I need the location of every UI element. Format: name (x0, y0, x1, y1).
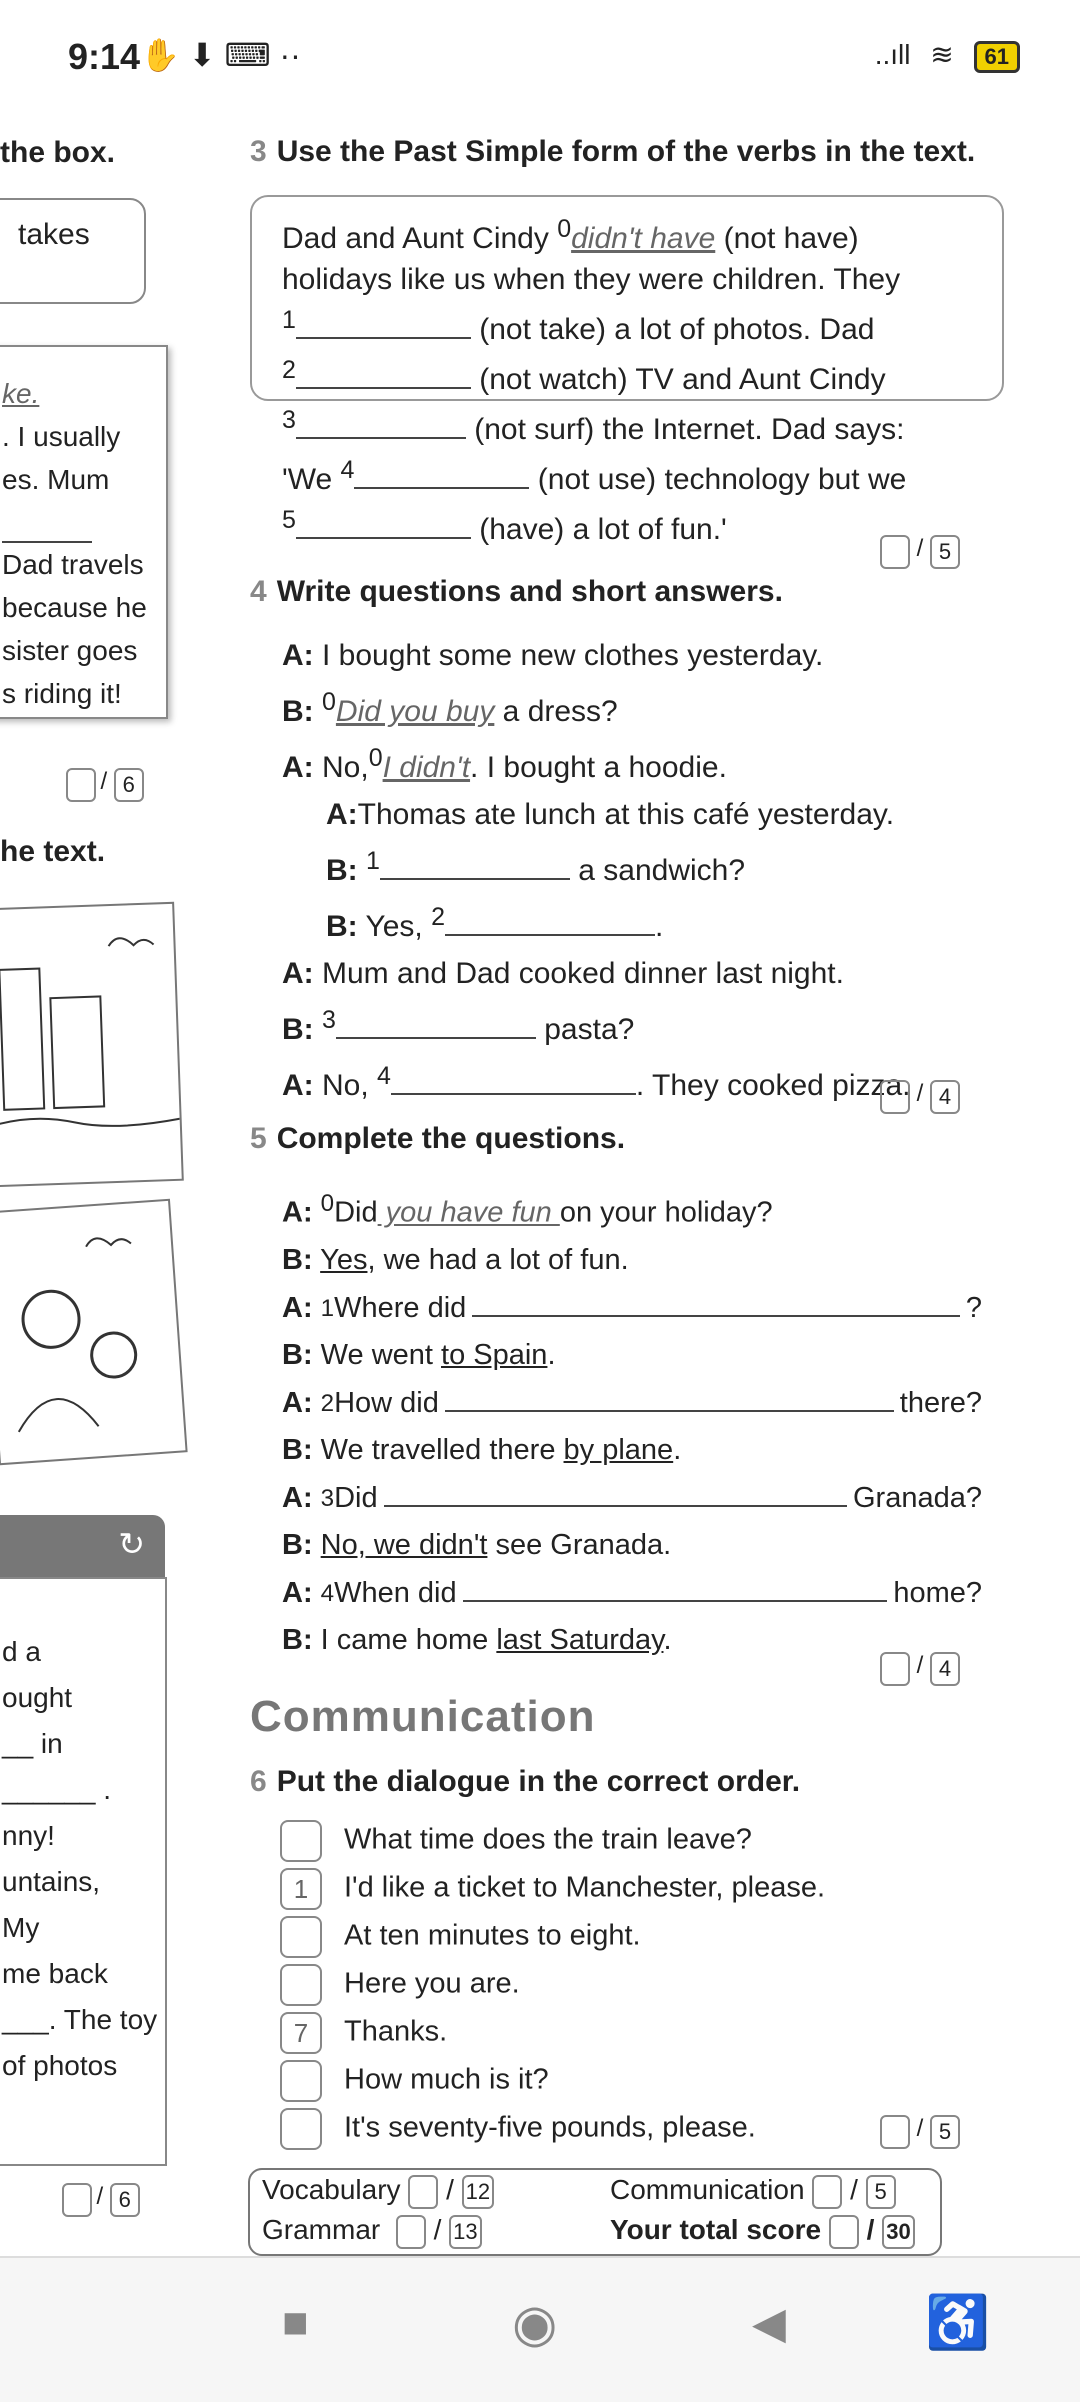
dialogue-line: A: Mum and Dad cooked dinner last night. (282, 957, 844, 990)
left-card-text (2, 372, 147, 715)
refresh-icon[interactable]: ↻ (118, 1526, 145, 1562)
left-text: My (2, 1912, 40, 1943)
home-button[interactable]: ◉ (512, 2295, 558, 2353)
score-input[interactable] (408, 2175, 438, 2209)
grammar-score: Grammar / 13 (262, 2214, 482, 2249)
item-text: At ten minutes to eight. (344, 1919, 641, 1952)
dialogue-line: B: Yes, $^2$ . (326, 903, 664, 943)
exercise-3-text (282, 209, 972, 550)
score-box: / 5 (880, 2115, 960, 2149)
dialogue-line: A:Thomas ate lunch at this café yesterday. (326, 798, 895, 831)
order-box[interactable] (280, 1820, 322, 1862)
people-illustration (0, 1199, 188, 1466)
city-illustration (0, 902, 184, 1187)
dialogue-line: B: $^3$ pasta? (282, 1006, 635, 1046)
notification-icons: ✋ ⬇ ⌨ ·· (140, 37, 301, 73)
answer-blank-2[interactable] (445, 904, 655, 936)
communication-score: Communication / 5 (610, 2174, 896, 2209)
score-max: 4 (930, 1080, 960, 1114)
order-box[interactable] (280, 2060, 322, 2102)
score-box: / 4 (880, 1080, 960, 1114)
order-box[interactable] (280, 2108, 322, 2150)
vocabulary-score: Vocabulary / 12 (262, 2174, 494, 2209)
question-line: A: $^0$Did you have fun on your holiday? (282, 1190, 773, 1229)
recent-apps-button[interactable]: ■ (282, 2298, 309, 2347)
left-text-card (0, 345, 168, 719)
score-input[interactable] (812, 2175, 842, 2209)
item-text: Thanks. (344, 2015, 448, 2048)
left-text: because he (2, 592, 147, 623)
exercise-3-text-box (250, 195, 1004, 546)
text-line: 'We $^4$ (not use) technology but we (282, 456, 907, 496)
item-text: It's seventy-five pounds, please. (344, 2111, 756, 2144)
dialogue-line: B: $^0$Did you buy a dress? (282, 688, 618, 728)
answer-line: B: We travelled there by plane. (282, 1434, 682, 1467)
item-text: Here you are. (344, 1967, 520, 2000)
answer-blank-1[interactable] (380, 848, 570, 880)
dialogue-line: B: $^1$ a sandwich? (326, 847, 746, 887)
answer-blank-4[interactable] (354, 457, 529, 489)
score-input[interactable] (880, 2115, 910, 2149)
wifi-icon: ≋ (930, 39, 954, 70)
left-text: of photos (2, 2050, 118, 2081)
left-text: the box. (0, 136, 116, 169)
list-item (280, 2108, 980, 2156)
word-box (0, 198, 146, 304)
answer-line: B: Yes, we had a lot of fun. (282, 1244, 629, 1277)
score-max: 5 (930, 2115, 960, 2149)
text-line: $^3$ (not surf) the Internet. Dad says: (282, 406, 905, 446)
left-text: sister goes (2, 635, 138, 666)
system-nav-bar (0, 2256, 1080, 2402)
answer-blank-1[interactable] (296, 307, 471, 339)
exercise-5-title (250, 1122, 625, 1156)
exercise-4-dialogue (282, 632, 982, 1109)
list-item (280, 2060, 980, 2108)
accessibility-button[interactable]: ♿ (925, 2294, 990, 2352)
question-line: A: 2 How did there? (282, 1380, 982, 1428)
dialogue-line: A: No,$^0$I didn't. I bought a hoodie. (282, 744, 727, 784)
score-max: 6 (114, 768, 144, 802)
text-line: holidays like us when they were children. They (282, 263, 901, 296)
exercise-instruction: Complete the questions. (276, 1122, 626, 1155)
left-text: Dad travels (2, 549, 144, 580)
order-box[interactable] (280, 1964, 322, 2006)
left-text: me back (2, 1958, 108, 1989)
exercise-5-questions (282, 1180, 982, 1665)
left-page-column (0, 0, 190, 2240)
score-input[interactable] (829, 2215, 859, 2249)
score-input[interactable] (66, 768, 96, 802)
answer-blank-1[interactable] (472, 1285, 960, 1317)
left-text: untains, (2, 1866, 101, 1897)
exercise-instruction: Use the Past Simple form of the verbs in the text. (276, 135, 976, 168)
score-box: / 4 (880, 1652, 960, 1686)
dialogue-order-list (280, 1820, 980, 2156)
left-text: he text. (0, 835, 106, 868)
communication-heading: Communication (250, 1692, 596, 1741)
text-line: Dad and Aunt Cindy $^0$didn't have (not have) (282, 215, 859, 255)
question-line: A: 4 When did home? (282, 1570, 982, 1618)
left-text: ought (2, 1682, 73, 1713)
list-item (280, 1916, 980, 1964)
left-text: d a (2, 1636, 41, 1667)
score-input[interactable] (880, 1080, 910, 1114)
dialogue-line: A: I bought some new clothes yesterday. (282, 639, 824, 672)
answer-blank-2[interactable] (445, 1380, 894, 1412)
item-text: I'd like a ticket to Manchester, please. (344, 1871, 826, 1904)
example-answer: didn't have (571, 222, 716, 255)
left-text: nny! (2, 1820, 55, 1851)
answer-blank-4[interactable] (391, 1063, 636, 1095)
answer-blank-3[interactable] (336, 1007, 536, 1039)
score-summary-box (248, 2168, 942, 2256)
left-text: es. Mum (2, 464, 110, 495)
exercise-4-title (250, 575, 783, 609)
item-text: What time does the train leave? (344, 1823, 752, 1856)
answer-line: B: I came home last Saturday. (282, 1624, 672, 1657)
illustration-icon (0, 904, 182, 1185)
exercise-instruction: Write questions and short answers. (276, 575, 783, 608)
item-text: How much is it? (344, 2063, 549, 2096)
order-box[interactable]: 1 (280, 1868, 322, 1910)
signal-icon: ..ıll (874, 39, 911, 70)
score-box: / 6 (66, 768, 144, 802)
order-box[interactable]: 7 (280, 2012, 322, 2054)
exercise-number: 5 (250, 1122, 267, 1155)
left-text: ______ . (2, 1774, 111, 1805)
left-text: ke. (2, 378, 40, 409)
order-box[interactable] (280, 1916, 322, 1958)
exercise-number: 6 (250, 1765, 267, 1798)
story-header-bar (0, 1515, 165, 1577)
story-text (2, 1629, 157, 2089)
answer-blank-3[interactable] (296, 407, 466, 439)
text-line: $^5$ (have) a lot of fun.' (282, 506, 727, 546)
blank-line (2, 501, 92, 543)
battery-icon: 61 (974, 41, 1020, 73)
list-item (280, 1964, 980, 2012)
score-max: 6 (110, 2183, 140, 2217)
exercise-6-title (250, 1765, 800, 1799)
score-box: / 6 (62, 2183, 140, 2217)
answer-line: B: No, we didn't see Granada. (282, 1529, 672, 1562)
clock: 9:14 (68, 36, 141, 77)
score-input[interactable] (880, 535, 910, 569)
score-input[interactable] (396, 2215, 426, 2249)
status-bar (0, 0, 1080, 110)
answer-blank-2[interactable] (296, 357, 471, 389)
score-max: 4 (930, 1652, 960, 1686)
score-input[interactable] (880, 1652, 910, 1686)
left-text: __ in (2, 1728, 63, 1759)
question-line: A: 1 Where did ? (282, 1285, 982, 1333)
text-line: $^2$ (not watch) TV and Aunt Cindy (282, 356, 886, 396)
answer-line: B: We went to Spain. (282, 1339, 556, 1372)
story-box (0, 1577, 167, 2166)
score-input[interactable] (62, 2183, 92, 2217)
left-text: s riding it! (2, 678, 122, 709)
score-max: 5 (930, 535, 960, 569)
total-score: Your total score / 30 (610, 2214, 915, 2249)
left-text: takes (18, 218, 90, 251)
answer-blank-3[interactable] (384, 1475, 847, 1507)
left-text: . I usually (2, 421, 121, 452)
status-right (875, 38, 1020, 73)
exercise-instruction: Put the dialogue in the correct order. (276, 1765, 801, 1798)
dialogue-line: A: No, $^4$ . They cooked pizza. (282, 1062, 911, 1102)
list-item (280, 1868, 980, 1916)
illustration-icon (0, 1201, 185, 1463)
score-box: / 5 (880, 535, 960, 569)
exercise-3-title (250, 135, 975, 169)
list-item (280, 1820, 980, 1868)
list-item (280, 2012, 980, 2060)
back-button[interactable]: ◀ (752, 2299, 786, 2348)
text-line: $^1$ (not take) a lot of photos. Dad (282, 306, 875, 346)
answer-blank-4[interactable] (463, 1570, 888, 1602)
question-line: A: 3 Did Granada? (282, 1475, 982, 1523)
answer-blank-5[interactable] (296, 507, 471, 539)
left-text: ___. The toy (2, 2004, 158, 2035)
exercise-number: 3 (250, 135, 267, 168)
exercise-number: 4 (250, 575, 267, 608)
